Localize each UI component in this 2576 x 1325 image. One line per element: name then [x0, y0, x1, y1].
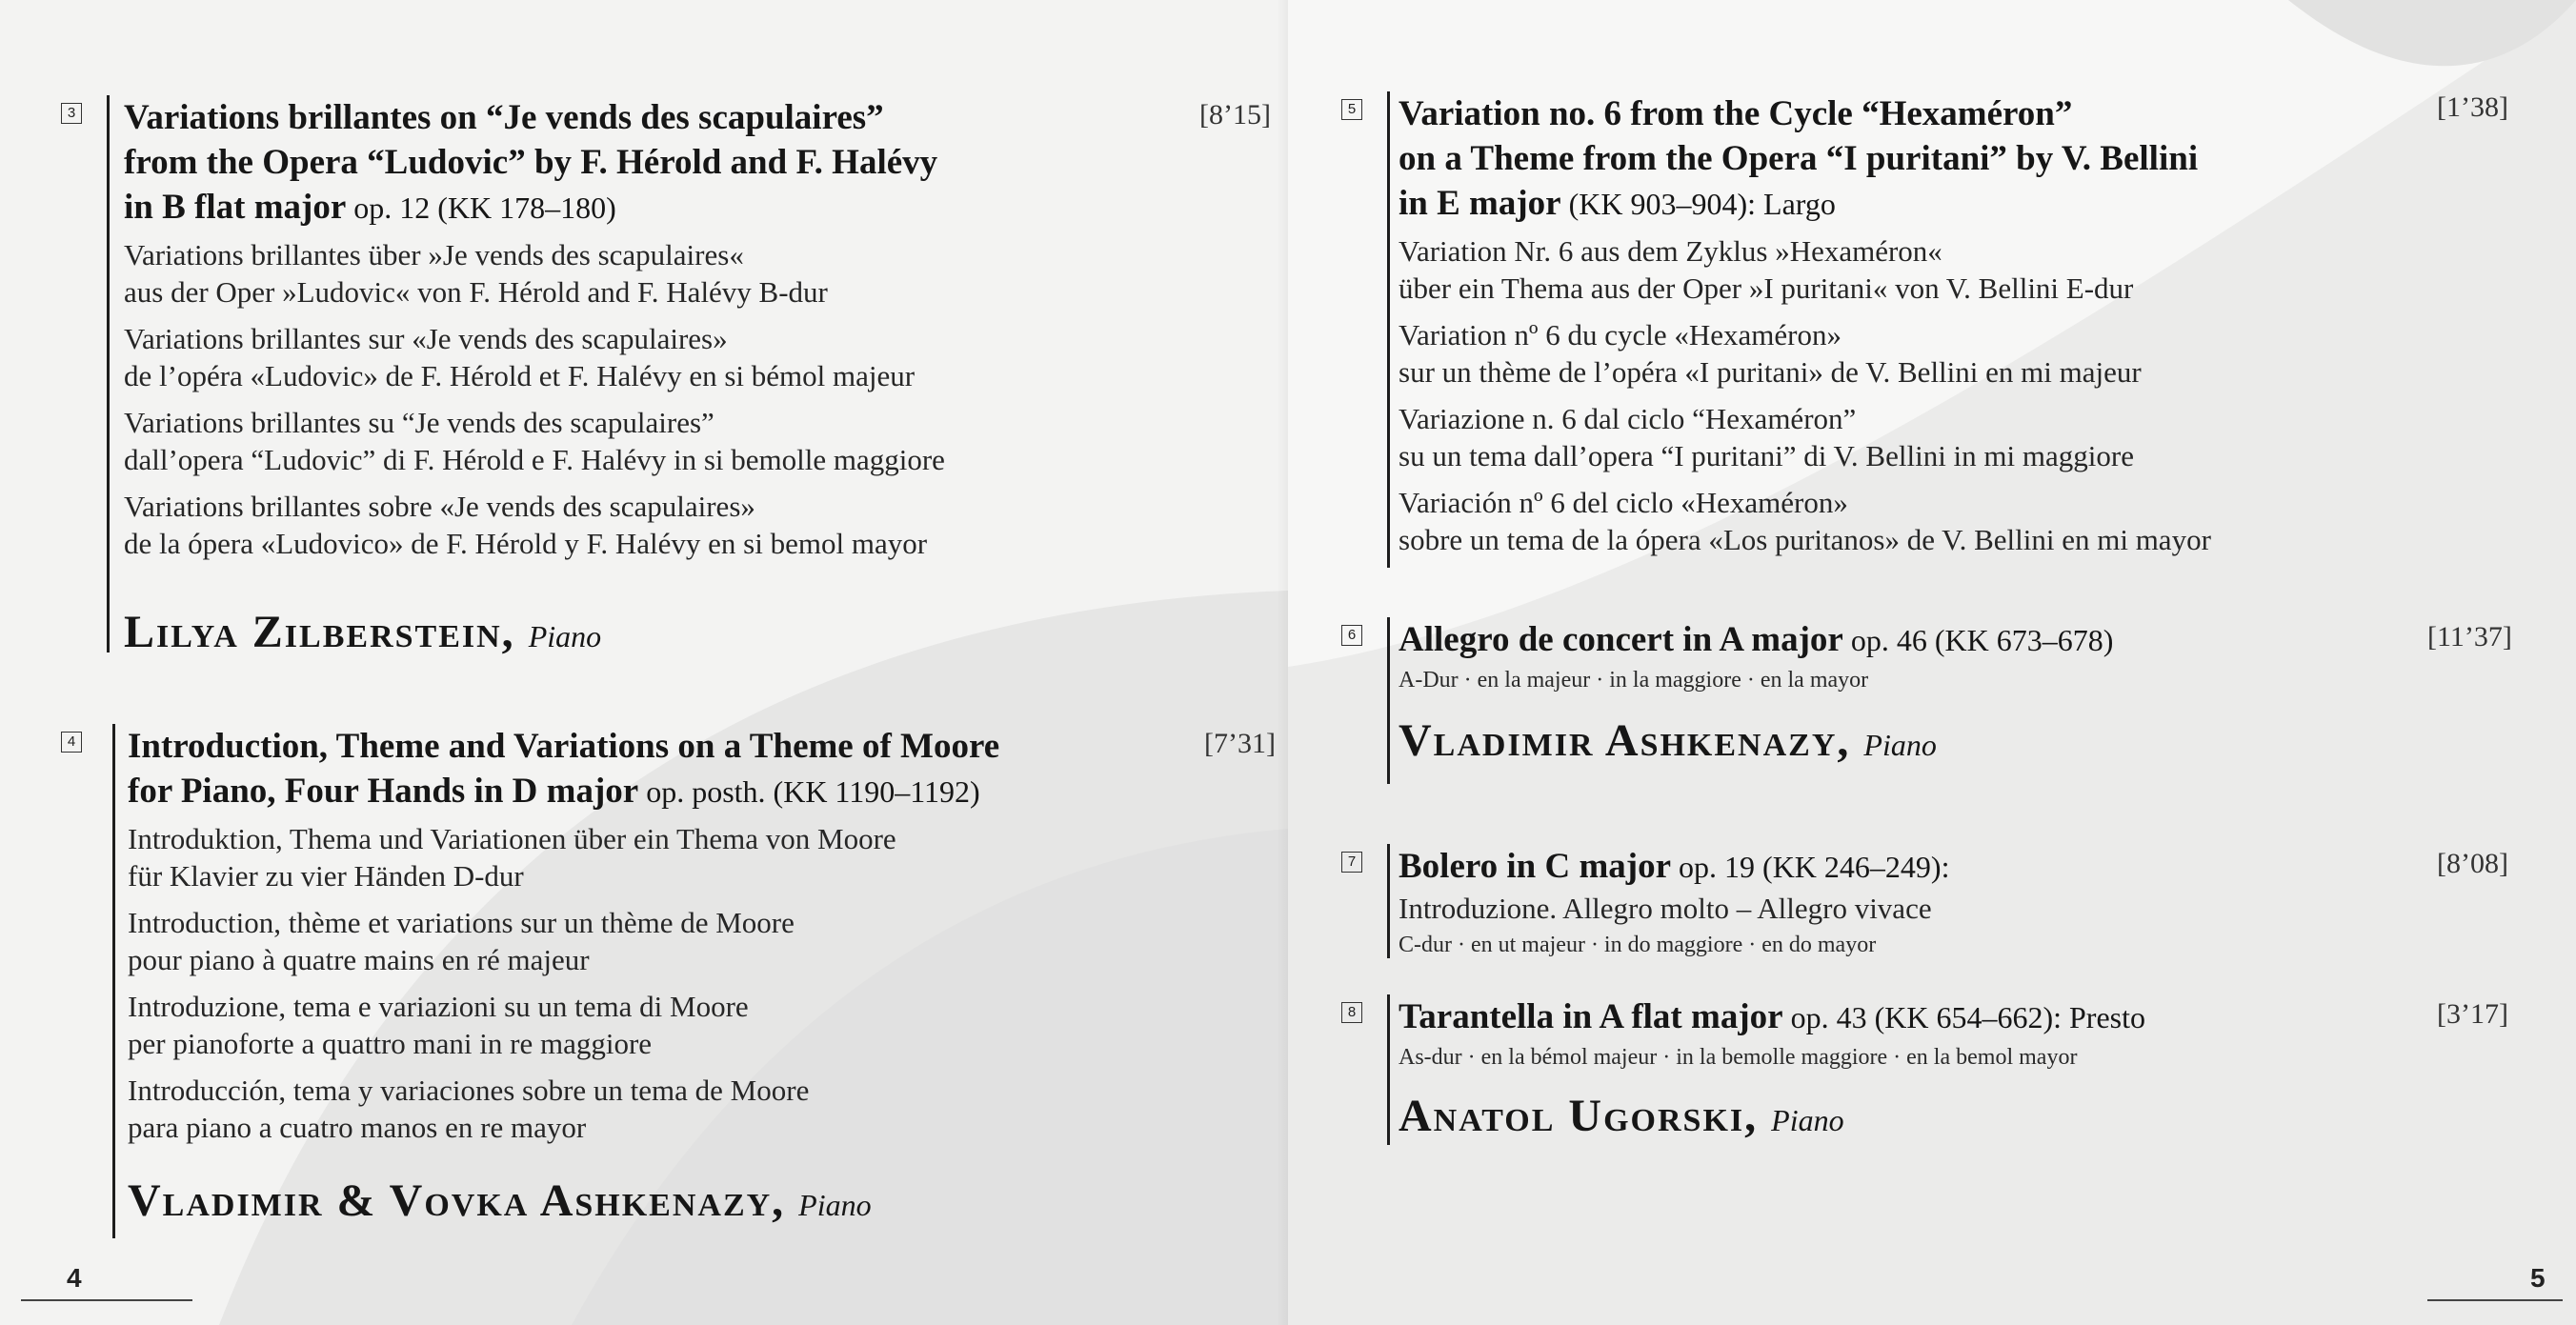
track-5-duration: [1’38] [2437, 91, 2508, 123]
translation-it: Variations brillantes su “Je vends des scapulaires” dall’opera “Ludovic” di F. Hérold e F. Halévy in si bemolle maggiore [124, 406, 945, 476]
track-3-body [124, 95, 1077, 665]
translation-es: Variations brillantes sobre «Je vends des scapulaires» de la ópera «Ludovico» de F. Hérold y F. Halévy en si bemol mayor [124, 490, 928, 560]
track-3-title [124, 95, 1077, 231]
alt-keys: C-dur · en ut majeur · in do maggiore · en do mayor [1399, 933, 1877, 957]
performer: Vladimir Ashkenazy, Piano [1399, 715, 1937, 766]
translation-it: Introduzione, tema e variazioni su un tema di Moore per pianoforte a quattro mani in re maggiore [128, 990, 749, 1060]
track-7-title [1399, 844, 2446, 890]
catalog-number: op. 43 (KK 654–662): Presto [1782, 1000, 2145, 1034]
title-line: Variations brillantes on “Je vends des scapulaires” [124, 98, 884, 137]
catalog-number: op. 12 (KK 178–180) [346, 191, 616, 225]
title-line: in B flat major [124, 188, 347, 227]
alt-keys: A-Dur · en la majeur · in la maggiore · en la mayor [1399, 668, 1869, 693]
track-4-bar [112, 724, 115, 1238]
title-line: Allegro de concert in A major [1399, 620, 1843, 659]
track-8-duration: [3’17] [2437, 998, 2508, 1030]
title-line: Bolero in C major [1399, 847, 1672, 886]
translation-de: Variations brillantes über »Je vends des scapulaires« aus der Oper »Ludovic« von F. Hérold and F. Halévy B-dur [124, 238, 828, 309]
track-3-duration: [8’15] [1199, 99, 1271, 130]
track-5-bar [1387, 91, 1390, 568]
instrument: Piano [1863, 728, 1937, 762]
translation-de: Introduktion, Thema und Variationen über ein Thema von Moore für Klavier zu vier Händen D-dur [128, 822, 896, 893]
title-line: in E major [1399, 184, 1561, 223]
track-5-title [1399, 91, 2446, 227]
instrument: Piano [1771, 1103, 1844, 1137]
alt-keys: As-dur · en la bémol majeur · in la bemolle maggiore · en la bemol mayor [1399, 1045, 2078, 1070]
catalog-number: op. 19 (KK 246–249): [1671, 850, 1950, 884]
track-6-body [1399, 617, 2446, 773]
title-line: from the Opera “Ludovic” by F. Hérold and F. Halévy [124, 143, 938, 182]
translation-es: Introducción, tema y variaciones sobre un tema de Moore para piano a cuatro manos en re mayor [128, 1074, 810, 1144]
track-number-4: 4 [61, 732, 82, 753]
footer-rule [2427, 1299, 2563, 1301]
performer: Lilya Zilberstein, Piano [124, 607, 602, 657]
title-line: for Piano, Four Hands in D major [128, 772, 639, 811]
performer: Anatol Ugorski, Piano [1399, 1091, 1844, 1141]
translation-it: Variazione n. 6 dal ciclo “Hexaméron” su un tema dall’opera “I puritani” di V. Bellini in mi maggiore [1399, 402, 2134, 472]
track-7-body [1399, 844, 2446, 960]
translation-fr: Variation nº 6 du cycle «Hexaméron» sur un thème de l’opéra «I puritani» de V. Bellini en mi majeur [1399, 318, 2142, 389]
translation-fr: Introduction, thème et variations sur un thème de Moore pour piano à quatre mains en ré majeur [128, 906, 795, 976]
title-line: Introduction, Theme and Variations on a Theme of Moore [128, 727, 1000, 766]
track-6-duration: [11’37] [2427, 621, 2512, 652]
track-3-bar [107, 95, 110, 652]
translation-fr: Variations brillantes sur «Je vends des scapulaires» de l’opéra «Ludovic» de F. Hérold et F. Halévy en si bémol majeur [124, 322, 916, 392]
title-line: Tarantella in A flat major [1399, 997, 1783, 1036]
track-5-body [1399, 91, 2446, 558]
track-number-3: 3 [61, 103, 82, 124]
page-number: 4 [67, 1263, 82, 1293]
title-line: Variation no. 6 from the Cycle “Hexaméron” [1399, 94, 2073, 133]
track-number-7: 7 [1341, 852, 1362, 873]
track-number-8: 8 [1341, 1002, 1362, 1023]
title-line: on a Theme from the Opera “I puritani” by V. Bellini [1399, 139, 2199, 178]
instrument: Piano [798, 1188, 872, 1222]
translation-es: Variación nº 6 del ciclo «Hexaméron» sobre un tema de la ópera «Los puritanos» de V. Bellini en mi mayor [1399, 486, 2211, 556]
right-page [1288, 0, 2576, 1325]
footer-rule [21, 1299, 192, 1301]
page-number: 5 [2530, 1263, 2546, 1293]
catalog-number: (KK 903–904): Largo [1560, 187, 1836, 221]
performer: Vladimir & Vovka Ashkenazy, Piano [128, 1175, 872, 1226]
track-4-body [128, 724, 1176, 1234]
track-number-5: 5 [1341, 99, 1362, 120]
track-8-body [1399, 994, 2446, 1149]
track-7-duration: [8’08] [2437, 848, 2508, 879]
track-6-bar [1387, 617, 1390, 784]
track-8-title [1399, 994, 2446, 1040]
translation-de: Variation Nr. 6 aus dem Zyklus »Hexaméron« über ein Thema aus der Oper »I puritani« von V. Bellini E-dur [1399, 234, 2134, 305]
catalog-number: op. posth. (KK 1190–1192) [638, 774, 980, 809]
track-8-bar [1387, 994, 1390, 1145]
track-4-duration: [7’31] [1204, 728, 1276, 759]
track-6-title [1399, 617, 2446, 663]
track-4-title [128, 724, 1176, 814]
instrument: Piano [528, 619, 602, 653]
catalog-number: op. 46 (KK 673–678) [1842, 623, 2114, 657]
track-7-subtitle: Introduzione. Allegro molto – Allegro vivace [1399, 892, 1932, 925]
track-number-6: 6 [1341, 625, 1362, 646]
track-7-bar [1387, 844, 1390, 958]
